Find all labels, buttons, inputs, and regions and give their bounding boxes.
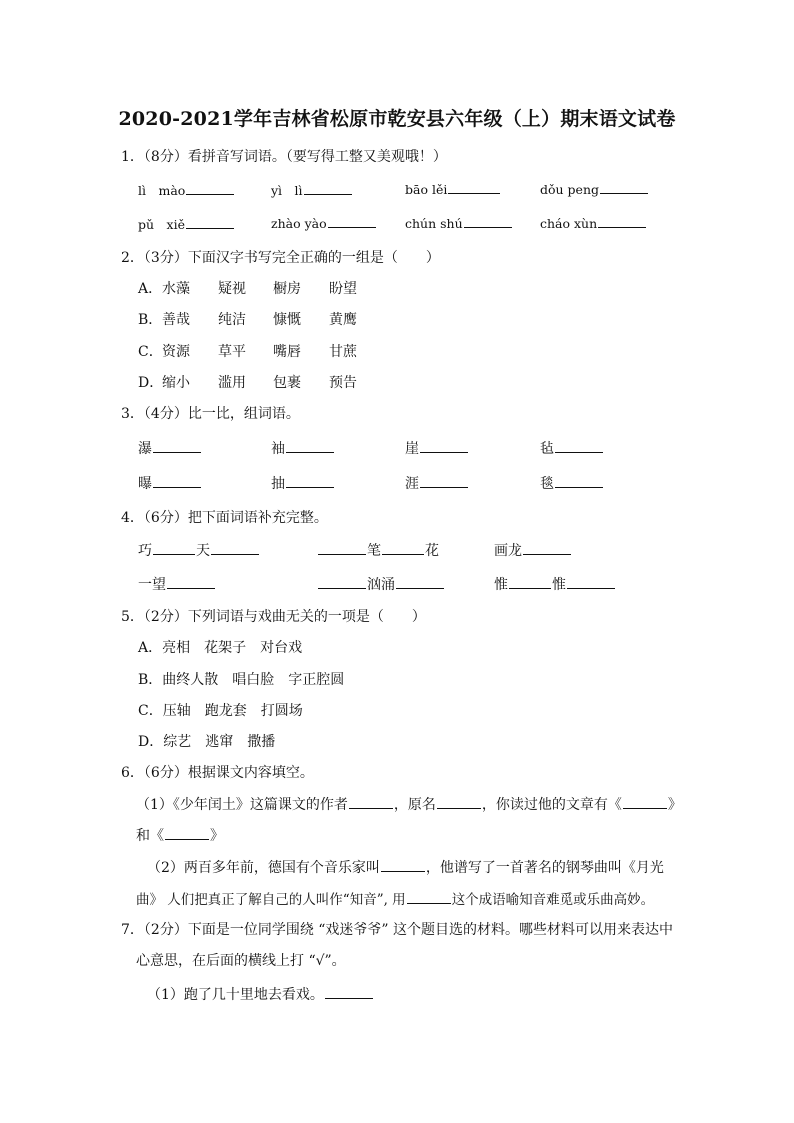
pinyin-text: lì mào [138,183,186,198]
answer-blank[interactable] [407,891,451,904]
option-a[interactable]: A． [138,281,163,297]
fill-line-1 [136,794,682,814]
compare-char: 袖 [271,441,285,457]
answer-blank[interactable] [286,475,334,488]
option-word: 水藻 [162,281,190,297]
idiom-item [138,574,216,594]
question-7-stem: 7．（2分）下面是一位同学围绕 “戏迷爷爷” 这个题目选的材料。哪些材料可以用来表达中 [121,922,674,938]
compare-item [138,473,202,493]
text-segment: ，原名 [393,797,436,813]
idiom-part: 巧 [138,543,152,559]
page-title: 2020-2021学年吉林省松原市乾安县六年级（上）期末语文试卷 [118,108,676,130]
answer-blank[interactable] [396,576,444,589]
answer-blank[interactable] [318,542,366,555]
option-word: 嘴唇 [273,344,301,360]
text-segment: （1）跑了几十里地去看戏。 [147,987,324,1003]
option-word: 盼望 [329,281,357,297]
text-segment: 》 [667,797,682,813]
option-word: 甘蔗 [329,344,357,360]
option-b[interactable]: B． [138,312,163,328]
fill-line-4 [136,888,654,908]
answer-blank[interactable] [165,827,209,840]
answer-blank[interactable] [598,215,646,228]
answer-blank[interactable] [464,215,512,228]
compare-item [405,438,469,458]
option-word: 橱房 [273,281,301,297]
option-word: 黄鹰 [329,312,357,328]
pinyin-item [405,215,513,231]
answer-blank[interactable] [448,181,500,194]
answer-blank[interactable] [211,542,259,555]
answer-blank[interactable] [304,182,352,195]
answer-blank[interactable] [623,796,667,809]
pinyin-item [405,181,501,197]
option-c[interactable]: C． [138,344,163,360]
pinyin-item [540,181,649,197]
option-word: 草平 [218,344,246,360]
answer-blank[interactable] [555,440,603,453]
compare-item [540,438,604,458]
idiom-part: 花 [425,543,439,559]
answer-blank[interactable] [153,440,201,453]
question-5-stem: 5．（2分）下列词语与戏曲无关的一项是（ ） [121,609,426,625]
compare-item [405,473,469,493]
answer-blank[interactable] [318,576,366,589]
answer-blank[interactable] [153,542,195,555]
text-segment: ，他谱写了一首著名的钢琴曲叫《月光 [425,860,664,876]
idiom-item [317,574,445,594]
idiom-part: 一望 [138,577,166,593]
option-a[interactable]: A．亮相 花架子 对台戏 [138,640,303,656]
option-d[interactable]: D． [138,375,164,391]
text-segment: 和《 [136,828,164,844]
pinyin-item [271,215,377,231]
pinyin-item [540,215,647,231]
option-word: 滥用 [218,375,246,391]
compare-item [271,438,335,458]
question-6-stem: 6．（6分）根据课文内容填空。 [121,765,314,781]
compare-char: 毯 [540,476,554,492]
pinyin-text: yì lì [271,183,303,198]
answer-blank[interactable] [509,576,551,589]
idiom-item [494,540,572,560]
idiom-part: 汹涌 [367,577,395,593]
pinyin-text: chún shú [405,216,463,231]
compare-char: 抽 [271,476,285,492]
option-word: 资源 [162,344,190,360]
answer-blank[interactable] [325,986,373,999]
answer-blank[interactable] [420,475,468,488]
compare-item [540,473,604,493]
text-segment: 这个成语喻知音难觅或乐曲高妙。 [451,892,655,908]
answer-blank[interactable] [328,215,376,228]
text-segment: 》 [210,828,224,844]
question-2-stem: 2．（3分）下面汉字书写完全正确的一组是（ ） [121,250,440,266]
fill-line-3 [147,857,664,877]
option-word: 预告 [329,375,357,391]
idiom-part: 惟 [494,577,508,593]
compare-char: 崖 [405,441,419,457]
answer-blank[interactable] [381,859,425,872]
question-4-stem: 4．（6分）把下面词语补充完整。 [121,510,328,526]
text-segment: ，你读过他的文章有《 [481,797,622,813]
idiom-part: 画龙 [494,543,522,559]
answer-blank[interactable] [286,440,334,453]
question-3-stem: 3．（4分）比一比，组词语。 [121,406,300,422]
answer-blank[interactable] [555,475,603,488]
compare-char: 曝 [138,476,152,492]
idiom-part: 笔 [367,543,381,559]
answer-blank[interactable] [420,440,468,453]
pinyin-item [271,181,353,199]
idiom-item [317,540,439,560]
option-b[interactable]: B．曲终人散 唱白脸 字正腔圆 [138,672,345,688]
pinyin-item [138,181,235,199]
material-item [147,984,374,1004]
option-word: 慷慨 [273,312,301,328]
idiom-item [494,574,616,594]
idiom-part: 惟 [552,577,566,593]
option-word: 纯洁 [218,312,246,328]
option-d[interactable]: D．综艺 逃窜 撒播 [138,734,276,750]
answer-blank[interactable] [349,796,393,809]
answer-blank[interactable] [567,576,615,589]
pinyin-text: cháo xùn [540,216,598,231]
text-segment: 曲》 人们把真正了解自己的人叫作“知音”, 用 [136,892,406,908]
compare-item [138,438,202,458]
answer-blank[interactable] [167,576,215,589]
idiom-part: 天 [196,543,210,559]
pinyin-text: bāo lěi [405,182,448,197]
answer-blank[interactable] [437,796,481,809]
compare-char: 瀑 [138,441,152,457]
answer-blank[interactable] [523,542,571,555]
fill-line-2 [136,825,224,845]
text-segment: （2）两百多年前，德国有个音乐家叫 [147,860,380,876]
answer-blank[interactable] [186,182,234,195]
pinyin-text: dǒu peng [540,182,600,197]
pinyin-text: pǔ xiě [138,217,185,232]
option-word: 善哉 [162,312,190,328]
question-1-stem: 1．（8分）看拼音写词语。（要写得工整又美观哦！） [121,149,447,165]
compare-item [271,473,335,493]
idiom-item [138,540,260,560]
compare-char: 毡 [540,441,554,457]
option-c[interactable]: C．压轴 跑龙套 打圆场 [138,703,303,719]
answer-blank[interactable] [186,216,234,229]
option-word: 缩小 [162,375,190,391]
question-7-stem-cont: 心意思，在后面的横线上打 “√”。 [136,953,346,969]
pinyin-item [138,215,235,233]
option-word: 包裹 [273,375,301,391]
answer-blank[interactable] [382,542,424,555]
answer-blank[interactable] [153,475,201,488]
answer-blank[interactable] [600,181,648,194]
compare-char: 涯 [405,476,419,492]
text-segment: （1）《少年闰土》这篇课文的作者 [136,797,348,813]
pinyin-text: zhào yào [271,216,327,231]
option-word: 疑视 [218,281,246,297]
